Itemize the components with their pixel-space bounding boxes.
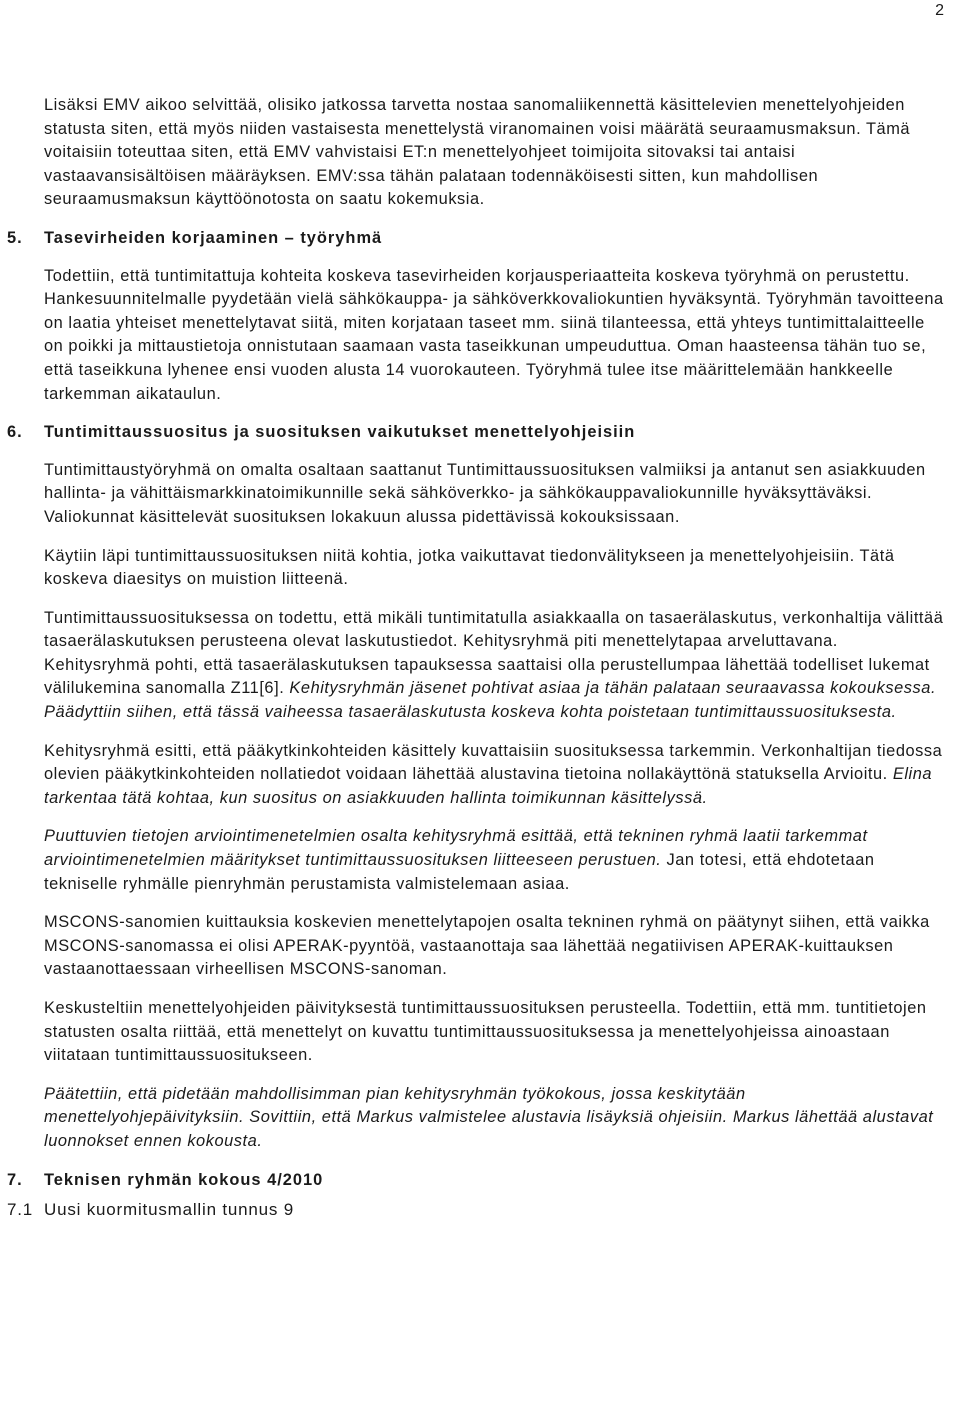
section-6-paragraph-5 xyxy=(44,825,944,896)
section-6-p4-text: Kehitysryhmä esitti, että pääkytkinkohteiden käsittely kuvattaisiin suosituksessa tarkemmin. Verkonhaltijan tiedossa olevien pääkytkinkohteiden nollatiedot voidaan lähettää alustavina tietoina nollakäyttönä statuksella Arvioitu. xyxy=(44,741,943,784)
section-5-paragraph: Todettiin, että tuntimitattuja kohteita koskeva tasevirheiden korjausperiaatteita koskeva työryhmä on perustettu. Hankesuunnitelmalle pyydetään vielä sähkökauppa- ja sähköverkkovaliokuntien hyväksyntä. Työryhmän tavoitteena on laatia yhteiset menettelytavat siitä, miten korjataan taseet mm. siinä tilanteessa, että yhteys tuntimittalaitteelle on poikki ja mittaustietoja onnistutaan saamaan vasta taseikkunan umpeuduttua. Oman haasteensa tähän tuo se, että taseikkuna lyhenee ensi vuoden alusta 14 vuorokauteen. Työryhmä tulee itse määrittelemään hankkeelle tarkemman aikataulun. xyxy=(44,266,944,403)
section-5-heading xyxy=(7,227,944,251)
section-5-number: 5. xyxy=(7,228,23,247)
section-6-p5-text: Jan totesi, että ehdotetaan tekniselle ryhmälle pienryhmän perustamista valmistelemaan asiaa. xyxy=(44,851,875,893)
section-5-title: Tasevirheiden korjaaminen – työryhmä xyxy=(44,228,383,247)
section-7-1-heading xyxy=(7,1198,944,1222)
section-6-p3-text: Tuntimittaussuosituksessa on todettu, että mikäli tuntimitatulla asiakkaalla on tasaerälaskutus, verkonhaltija välittää tasaerälaskutuksen perusteena olevat laskutustiedot. Kehitysryhmä piti menettelytapaa arveluttavana. Kehitysryhmä pohti, että tasaerälaskutuksen tapauksessa saattaisi olla perustellumpaa lähettää todelliset lukemat välilukemina sanomalla Z11[6]. xyxy=(44,608,944,698)
section-6-number: 6. xyxy=(7,423,23,442)
section-7-1-title: Uusi kuormitusmallin tunnus 9 xyxy=(44,1200,294,1220)
section-6-paragraph-4 xyxy=(44,740,944,811)
section-6-p5-decision: Puuttuvien tietojen arviointimenetelmien osalta kehitysryhmä esittää, että tekninen ryhmä laatii tarkemmat arviointimenetelmien määritykset tuntimittaussuosituksen liitteeseen perustuen. xyxy=(44,827,868,870)
section-6-paragraph-7: Keskusteltiin menettelyohjeiden päivityksestä tuntimittaussuosituksen perusteella. Todettiin, että mm. tuntitietojen statusten osalta riittää, että menettelyt on kuvattu tuntimittaussuosituksessa ja menettelyohjeissa ainoastaan viitataan tuntimittaussuositukseen. xyxy=(44,999,927,1065)
section-6-p3-decision: Kehitysryhmän jäsenet pohtivat asiaa ja tähän palataan seuraavassa kokouksessa. Päädyttiin siihen, että tässä vaiheessa tasaerälaskutusta koskeva kohta poistetaan tuntimittaussuosituksesta. xyxy=(44,679,937,722)
section-7-1-number: 7.1 xyxy=(7,1200,34,1220)
section-6-paragraph-8: Päätettiin, että pidetään mahdollisimman pian kehitysryhmän työkokous, jossa keskitytään menettelyohjepäivityksiin. Sovittiin, että Markus valmistelee alustavia lisäyksiä ohjeisiin. Markus lähettää alustavat luonnokset ennen kokousta. xyxy=(44,1084,934,1150)
page-number: 2 xyxy=(935,2,944,19)
section-6-paragraph-6: MSCONS-sanomien kuittauksia koskevien menettelytapojen osalta tekninen ryhmä on päätynyt siihen, että vaikka MSCONS-sanomassa ei olisi APERAK-pyyntöä, vastaanottaja saa lähettää negatiivisen APERAK-kuittauksen vastaanottaessaan virheellisen MSCONS-sanoman. xyxy=(44,913,930,979)
section-7-heading xyxy=(7,1169,944,1193)
section-6-heading xyxy=(7,421,944,445)
section-6-paragraph-2: Käytiin läpi tuntimittaussuosituksen niitä kohtia, jotka vaikuttavat tiedonvälitykseen ja menettelyohjeisiin. Tätä koskeva diaesitys on muistion liitteenä. xyxy=(44,546,895,589)
document-body xyxy=(7,94,944,1222)
section-6-title: Tuntimittaussuositus ja suosituksen vaikutukset menettelyohjeisiin xyxy=(44,423,636,442)
section-6-paragraph-3 xyxy=(44,607,944,725)
section-7-number: 7. xyxy=(7,1170,23,1189)
section-6-p4-decision: Elina tarkentaa tätä kohtaa, kun suositus on asiakkuuden hallinta toimikunnan käsittelyssä. xyxy=(44,765,933,807)
intro-paragraph: Lisäksi EMV aikoo selvittää, olisiko jatkossa tarvetta nostaa sanomaliikennettä käsittelevien menettelyohjeiden statusta siten, että myös niiden vastaisesta menettelystä viranomainen voisi määrätä seuraamusmaksun. Tämä voitaisiin toteuttaa siten, että EMV vahvistaisi ET:n menettelyohjeet toimijoita sitovaksi tai antaisi vastaavansisältöisen määräyksen. EMV:ssa tähän palataan todennäköisesti sitten, kun mahdollisen seuraamusmaksun käyttöönotosta on saatu kokemuksia. xyxy=(44,96,911,209)
section-6-paragraph-1: Tuntimittaustyöryhmä on omalta osaltaan saattanut Tuntimittaussuosituksen valmiiksi ja antanut sen asiakkuuden hallinta- ja vähittäismarkkinatoimikunnille sekä sähköverkko- ja sähkökauppavaliokunnille hyväksyttäväksi. Valiokunnat käsittelevät suosituksen lokakuun alussa pidettävissä kokouksissaan. xyxy=(44,460,926,526)
section-7-title: Teknisen ryhmän kokous 4/2010 xyxy=(44,1170,324,1189)
